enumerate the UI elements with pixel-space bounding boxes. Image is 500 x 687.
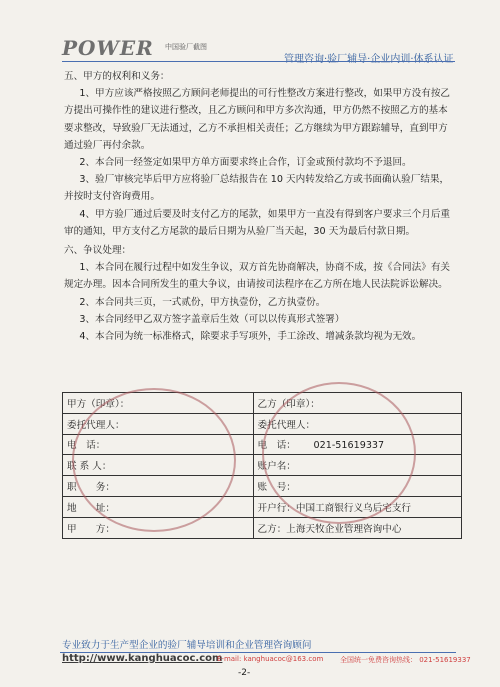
party-b-bank-cell: 开户行：中国工商银行义乌后宅支行 [253,496,461,517]
company-logo [62,36,222,58]
party-b-agent-cell: 委托代理人： [253,413,461,434]
party-b-name-cell: 乙方：上海天牧企业管理咨询中心 [253,517,461,538]
page-number: -2- [238,668,251,678]
party-b-seal-stamp [262,382,416,524]
party-a-contact-cell: 联 系 人： [63,455,254,476]
party-a-agent-cell: 委托代理人： [63,413,254,434]
clause: 4、甲方验厂通过后要及时支付乙方的尾款，如果甲方一直没有得到客户要求三个月后重审的通知，甲方支付乙方尾款的最后日期为从验厂当天起，30 天为最后付款日期。 [64,208,451,237]
contract-body [64,66,456,345]
footer-slogan: 专业致力于生产型企业的验厂辅导培训和企业管理咨询顾问 [62,640,312,651]
clause: 1、甲方应该严格按照乙方顾问老师提出的可行性整改方案进行整改，如果甲方没有按乙方提出可操作性的建议进行整改，且乙方顾问和甲方多次沟通，甲方仍然不按照乙方的基本要求整改，导致验厂无法通过，乙方不承担相关责任；乙方继续为甲方跟踪辅导，直到甲方通过验厂再付余款。 [64,88,451,151]
party-a-seal-stamp [72,388,236,532]
party-a-seal-cell: 甲方（印章）： [63,393,254,414]
party-b-account-number-cell: 账 号： [253,476,461,497]
phone-label: 电 话： [67,440,106,452]
clause: 1、本合同在履行过程中如发生争议，双方首先协商解决，协商不成，按《合同法》有关规定办理。因本合同所发生的重大争议，由请按司法程序在乙方所在地人民法院诉讼解决。 [64,262,451,291]
phone-label: 电 话： [257,440,296,452]
party-a-address-cell: 地 址： [63,496,254,517]
footer-phone: 全国统一免费咨询热线： 021-51619337 [340,656,471,664]
party-a-title-cell: 职 务： [63,476,254,497]
clause: 2、本合同共三页，一式贰份，甲方执壹份，乙方执壹份。 [79,296,326,308]
header-divider [62,61,455,62]
party-b-phone-value: 021-51619337 [313,440,385,452]
header-tagline: 管理咨询·验厂辅导·企业内训·体系认证 [284,54,454,65]
clause: 3、本合同经甲乙双方签字盖章后生效（可以以传真形式签署） [79,313,345,325]
footer-website[interactable]: http://www.kanghuacoc.com [62,653,223,664]
section-title: 五、甲方的权利和义务： [64,71,170,82]
logo-mark: POWER [62,36,154,60]
party-b-seal-cell: 乙方（印章）： [253,393,461,414]
clause: 4、本合同为统一标准格式，除要求手写项外，手工涂改、增减条款均视为无效。 [79,331,422,343]
clause: 2、本合同一经签定如果甲方单方面要求终止合作，订金或预付款均不予退回。 [79,157,412,169]
party-b-account-name-cell: 账户名： [253,455,461,476]
footer-email[interactable]: E-mail: kanghuacoc@163.com [217,655,324,663]
logo-subtitle: 中国验厂截图 [165,43,207,51]
section-title: 六、争议处理： [64,245,132,257]
party-a-name-cell: 甲 方： [63,517,254,538]
clause: 3、验厂审核完毕后甲方应将验厂总结报告在 10 天内转发给乙方或书面确认验厂结果，并按时支付咨询费用。 [64,174,450,203]
